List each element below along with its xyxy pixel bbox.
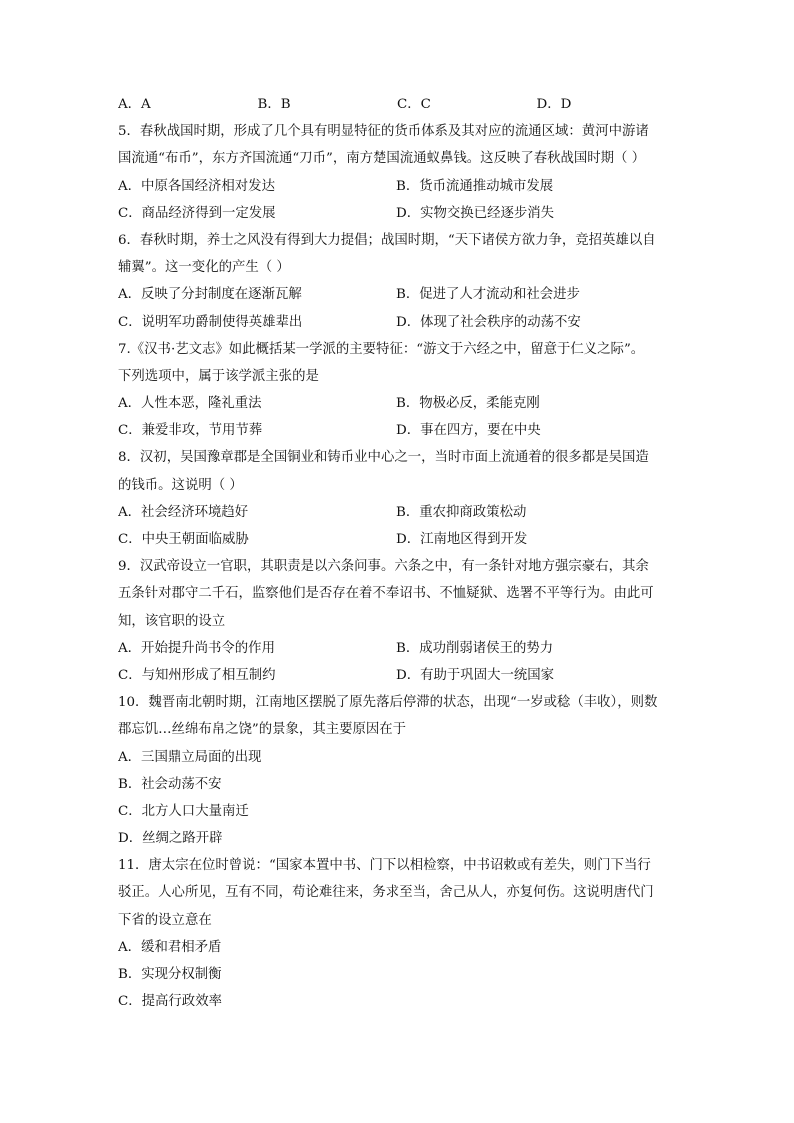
q10-option-c: C．北方人口大量南迁: [118, 803, 249, 819]
q10-stem-line-2: 郡忘饥…丝绵布帛之饶”的景象，其主要原因在于: [118, 722, 407, 738]
q9-options-row-2: [118, 662, 678, 689]
q4-option-c: C．C: [397, 97, 431, 112]
q10-option-d: D．丝绸之路开辟: [118, 831, 223, 847]
q8-option-a: A．社会经济环境趋好: [118, 504, 249, 520]
q7-option-a: A．人性本恶，隆礼重法: [118, 396, 262, 412]
q11-stem-line-3: 下省的设立意在: [118, 912, 212, 928]
q5-option-c: C．商品经济得到一定发展: [118, 205, 276, 221]
q11-option-b: B．实现分权制衡: [118, 967, 222, 982]
q9-options-row-1: [118, 635, 678, 662]
q8-option-b: B．重农抑商政策松动: [396, 504, 527, 520]
q8-option-d: D．江南地区得到开发: [396, 532, 528, 547]
q8-option-c: C．中央王朝面临威胁: [118, 532, 249, 547]
q4-options: [118, 91, 678, 118]
q9-stem-line-1: 9．汉武帝设立一官职，其职责是以六条问事。六条之中，有一条针对地方强宗豪右，其余: [118, 559, 649, 575]
q9-option-d: D．有助于巩固大一统国家: [396, 667, 555, 683]
q8-options-row-2: [118, 526, 678, 553]
q6-options-row-2: [118, 309, 678, 336]
q5-options-row-2: [118, 200, 678, 227]
q4-option-d: D．D: [536, 97, 572, 112]
q5-option-b: B．货币流通推动城市发展: [396, 178, 554, 194]
q5-option-d: D．实物交换已经逐步消失: [396, 205, 555, 221]
q5-stem-line-2: 国流通“布币”，东方齐国流通“刀币”，南方楚国流通蚁鼻钱。这反映了春秋战国时期（ ）: [118, 151, 646, 167]
q8-options-row-1: [118, 499, 678, 526]
q7-stem-line-1: 7.《汉书·艺文志》如此概括某一学派的主要特征：“游文于六经之中，留意于仁义之际”。: [118, 341, 645, 357]
q9-stem-line-3: 知，该官职的设立: [118, 613, 226, 629]
q5-stem-line-1: 5．春秋战国时期，形成了几个具有明显特征的货币体系及其对应的流通区域：黄河中游诸: [118, 124, 649, 140]
q7-option-b: B．物极必反，柔能克刚: [396, 396, 540, 412]
q9-option-b: B．成功削弱诸侯王的势力: [396, 640, 554, 656]
q7-options-row-1: [118, 390, 678, 417]
q9-option-a: A．开始提升尚书令的作用: [118, 640, 275, 656]
q8-stem-line-1: 8．汉初，吴国豫章郡是全国铜业和铸币业中心之一，当时市面上流通着的很多都是吴国造: [118, 450, 649, 466]
q4-option-a: A．A: [118, 97, 151, 112]
q10-option-a: A．三国鼎立局面的出现: [118, 749, 262, 765]
q4-option-b: B．B: [257, 97, 291, 112]
q7-option-c: C．兼爱非攻，节用节葬: [118, 423, 263, 439]
q9-stem-line-2: 五条针对郡守二千石，监察他们是否存在着不奉诏书、不恤疑狱、选署不平等行为。由此可: [118, 586, 654, 602]
q9-option-c: C．与知州形成了相互制约: [118, 667, 276, 683]
q11-option-a: A．缓和君相矛盾: [118, 939, 222, 955]
q6-option-d: D．体现了社会秩序的动荡不安: [396, 314, 581, 330]
q8-stem-line-2: 的钱币。这说明（ ）: [118, 477, 243, 493]
q7-option-d: D．事在四方，要在中央: [396, 423, 541, 439]
q5-options-row-1: [118, 173, 678, 200]
q6-option-b: B．促进了人才流动和社会进步: [396, 287, 580, 303]
q11-stem-line-2: 驳正。人心所见，互有不同，苟论难往来，务求至当，舍己从人，亦复何伤。这说明唐代门: [118, 885, 654, 901]
q6-stem-line-1: 6．春秋时期，养士之风没有得到大力提倡；战国时期，“天下诸侯方欲力争，竞招英雄以自: [118, 232, 656, 248]
q5-option-a: A．中原各国经济相对发达: [118, 178, 275, 194]
q6-stem-line-2: 辅翼”。这一变化的产生（ ）: [118, 260, 290, 276]
q11-option-c: C．提高行政效率: [118, 994, 222, 1010]
q11-stem-line-1: 11．唐太宗在位时曾说：“国家本置中书、门下以相检察，中书诏敕或有差失，则门下当行: [118, 858, 651, 874]
q7-options-row-2: [118, 417, 678, 444]
q6-options-row-1: [118, 281, 678, 308]
q7-stem-line-2: 下列选项中，属于该学派主张的是: [118, 368, 319, 384]
question-list: [118, 91, 678, 1015]
q6-option-c: C．说明军功爵制使得英雄辈出: [118, 314, 303, 330]
q6-option-a: A．反映了分封制度在逐渐瓦解: [118, 287, 302, 303]
q10-option-b: B．社会动荡不安: [118, 776, 222, 792]
q10-stem-line-1: 10．魏晋南北朝时期，江南地区摆脱了原先落后停滞的状态，出现“一岁或稔（丰收），则数: [118, 695, 658, 711]
